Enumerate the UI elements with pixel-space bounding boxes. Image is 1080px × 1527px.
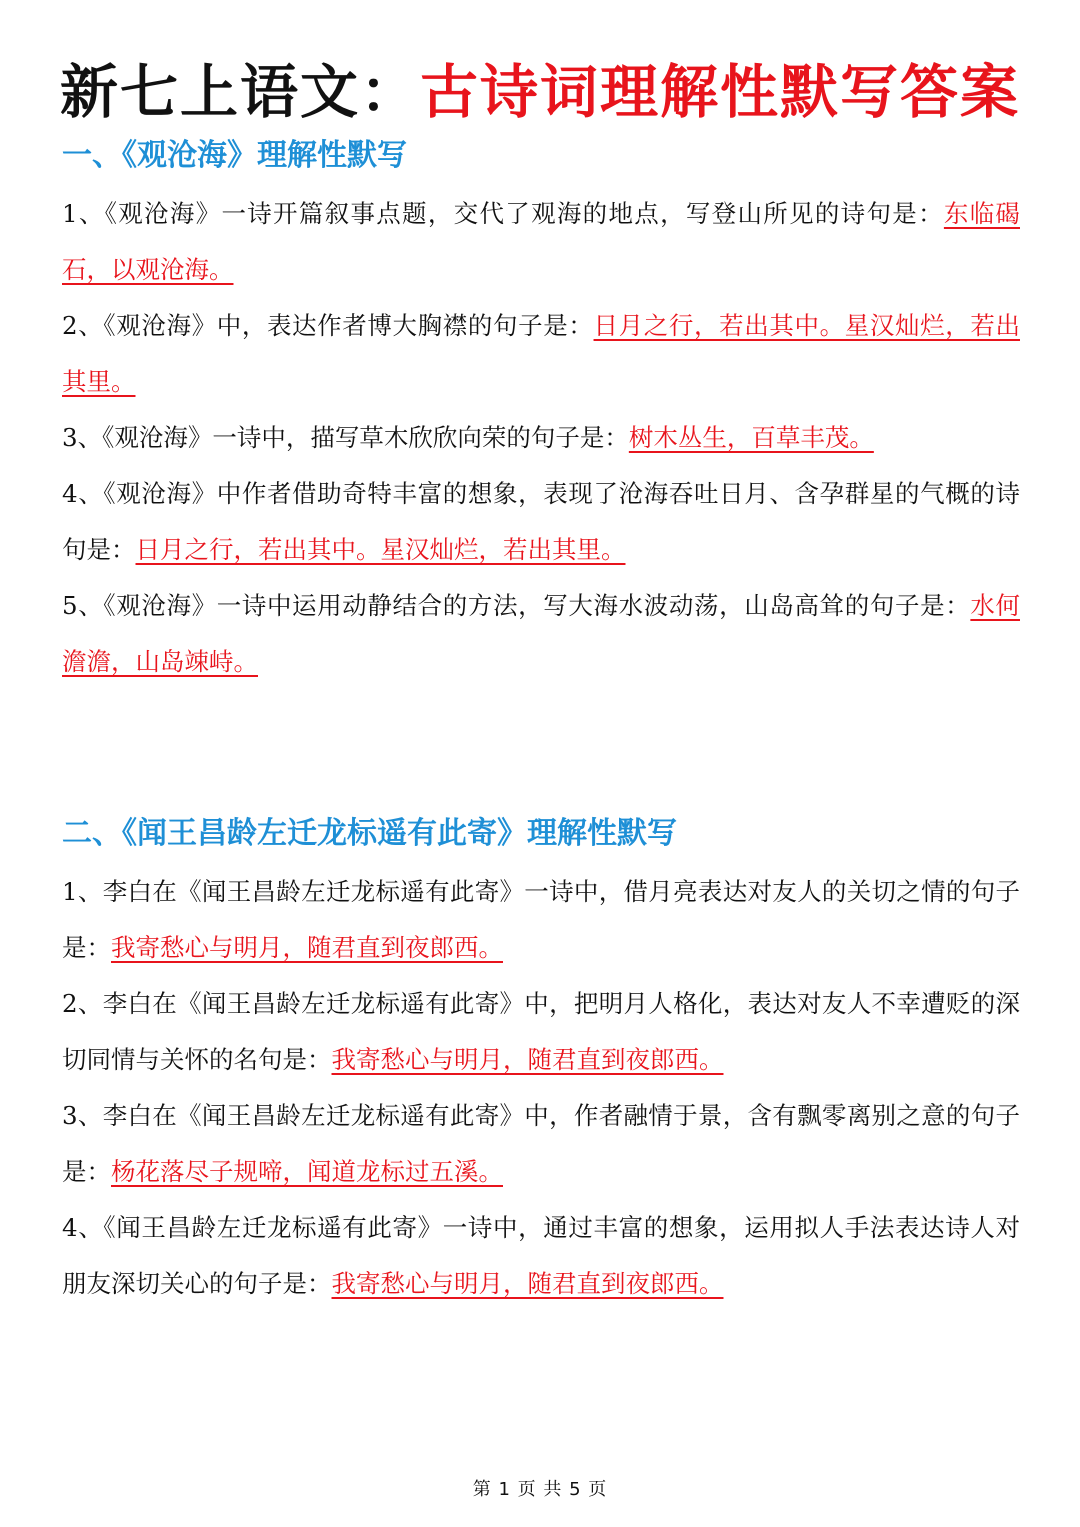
question-text: 2、《观沧海》中，表达作者博大胸襟的句子是： (62, 311, 594, 340)
question-list-wenwangchangling (62, 864, 1020, 1312)
question-item (62, 298, 1020, 410)
answer-text: 东临碣石，以观沧海。 (62, 199, 1020, 284)
question-item (62, 466, 1020, 578)
question-text: 1、《观沧海》一诗开篇叙事点题，交代了观海的地点，写登山所见的诗句是： (62, 199, 944, 228)
question-item (62, 976, 1020, 1088)
question-text: 2、李白在《闻王昌龄左迁龙标遥有此寄》中，把明月人格化，表达对友人不幸遭贬的深切同情与关怀的名句是： (62, 989, 1020, 1074)
question-text: 1、李白在《闻王昌龄左迁龙标遥有此寄》一诗中，借月亮表达对友人的关切之情的句子是： (62, 877, 1020, 962)
question-text: 4、《观沧海》中作者借助奇特丰富的想象，表现了沧海吞吐日月、含孕群星的气概的诗句是： (62, 479, 1020, 564)
question-text: 5、《观沧海》一诗中运用动静结合的方法，写大海水波动荡，山岛高耸的句子是： (62, 591, 971, 620)
page-number-footer: 第 1 页 共 5 页 (472, 1479, 608, 1500)
question-item (62, 186, 1020, 298)
question-list-guancanghai (62, 186, 1020, 690)
title-highlight: 古诗词理解性默写答案 (420, 58, 1021, 126)
section-heading-wenwangchangling: 二、《闻王昌龄左迁龙标遥有此寄》理解性默写 (62, 816, 677, 851)
answer-text: 日月之行，若出其中。星汉灿烂，若出其里。 (135, 535, 626, 564)
question-item (62, 1200, 1020, 1312)
question-text: 4、《闻王昌龄左迁龙标遥有此寄》一诗中，通过丰富的想象，运用拟人手法表达诗人对朋友深切关心的句子是： (62, 1213, 1020, 1298)
question-item (62, 410, 1020, 466)
section-heading-guancanghai: 一、《观沧海》理解性默写 (62, 138, 407, 173)
question-item (62, 1088, 1020, 1200)
question-item (62, 578, 1020, 690)
title-prefix: 新七上语文： (59, 58, 420, 126)
question-text: 3、李白在《闻王昌龄左迁龙标遥有此寄》中，作者融情于景，含有飘零离别之意的句子是： (62, 1101, 1020, 1186)
answer-text: 我寄愁心与明月，随君直到夜郎西。 (331, 1269, 724, 1298)
answer-text: 我寄愁心与明月，随君直到夜郎西。 (331, 1045, 724, 1074)
answer-text: 日月之行，若出其中。星汉灿烂，若出其里。 (62, 311, 1020, 396)
answer-text: 树木丛生，百草丰茂。 (628, 423, 874, 452)
answer-text: 杨花落尽子规啼，闻道龙标过五溪。 (111, 1157, 503, 1186)
question-text: 3、《观沧海》一诗中，描写草木欣欣向荣的句子是： (62, 423, 629, 452)
answer-text: 水何澹澹，山岛竦峙。 (62, 591, 1020, 676)
question-item (62, 864, 1020, 976)
answer-text: 我寄愁心与明月，随君直到夜郎西。 (111, 933, 503, 962)
document-title (0, 52, 1080, 132)
